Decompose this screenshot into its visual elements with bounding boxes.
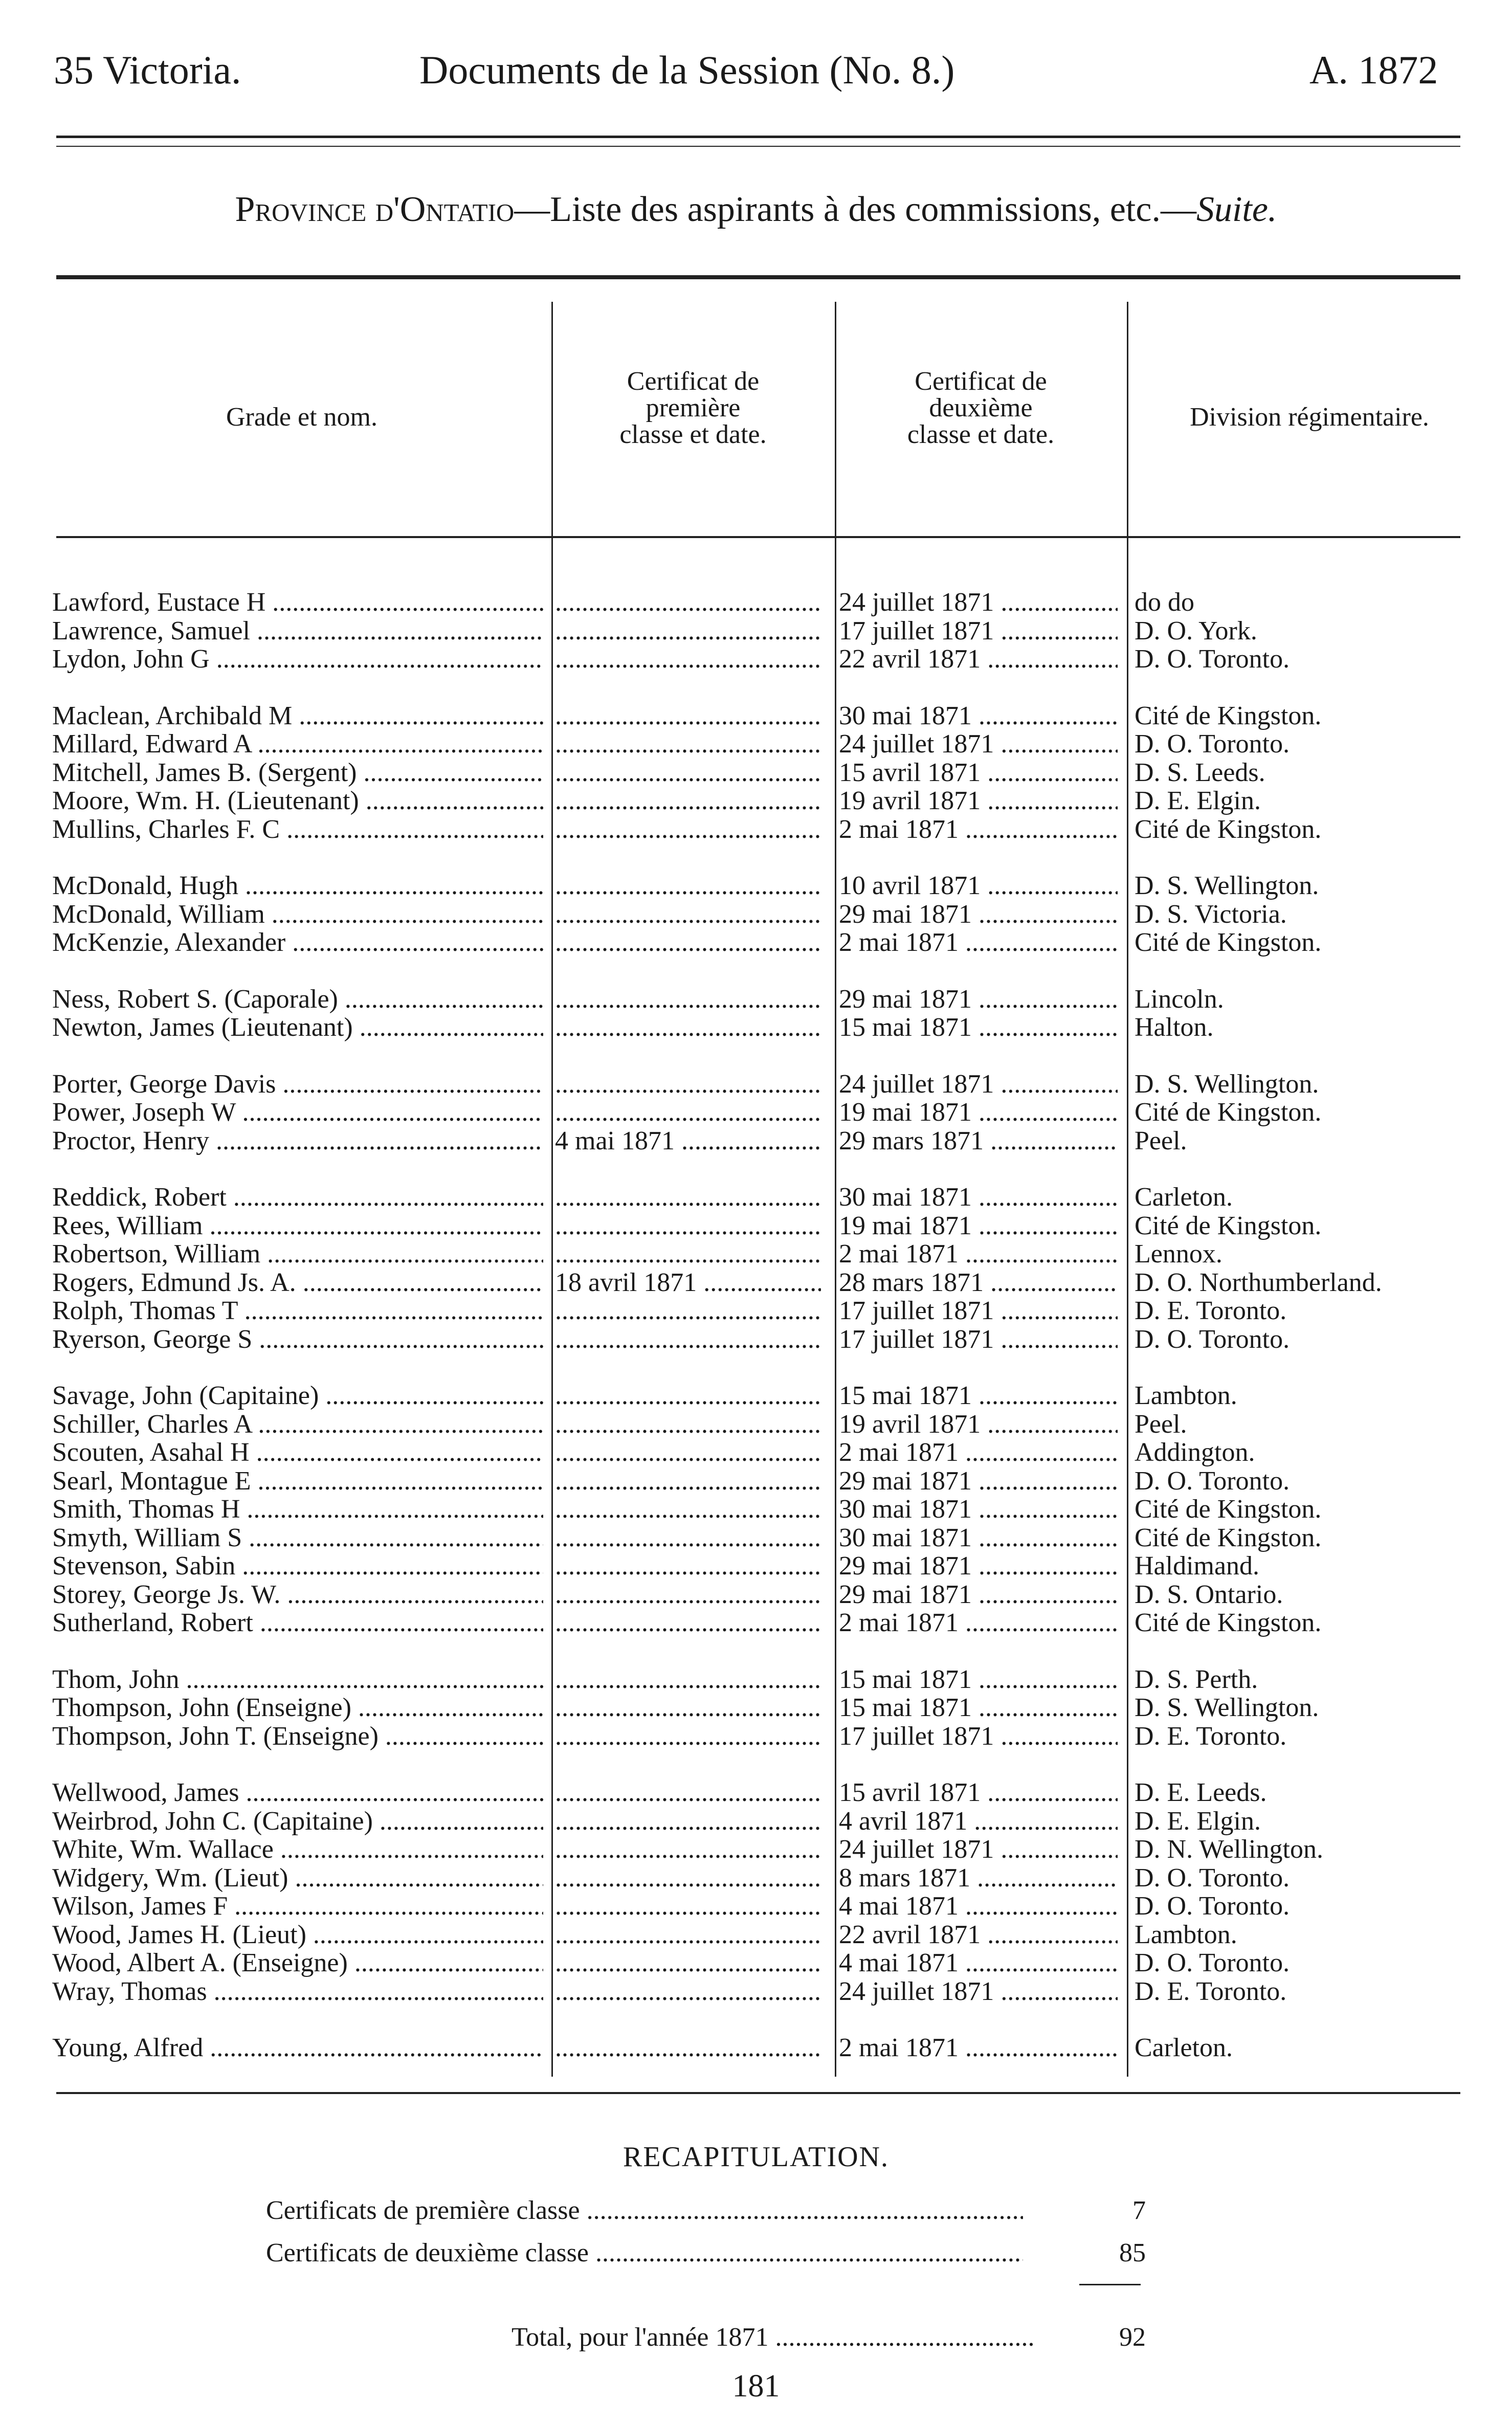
division-cell: Cité de Kingston. — [1135, 1211, 1322, 1240]
table-row — [0, 1835, 1512, 1863]
cert1-cell: 18 avril 1871 ..... — [555, 1269, 821, 1297]
division-cell: Cité de Kingston. — [1135, 1523, 1322, 1552]
division-cell: D. S. Victoria. — [1135, 899, 1287, 929]
table-row — [0, 1977, 1512, 2006]
table-row — [0, 1183, 1512, 1211]
division-cell: do do — [1135, 588, 1194, 617]
name-cell: Maclean, Archibald M ..... — [52, 702, 543, 730]
cert1-cell — [555, 928, 821, 956]
name-cell: Lawrence, Samuel ..... — [52, 617, 543, 645]
table-row — [0, 1495, 1512, 1523]
cert1-cell — [555, 1807, 821, 1835]
cert2-cell: 15 mai 1871 ..... — [839, 1013, 1118, 1041]
cert1-cell — [555, 1325, 821, 1353]
cert1-cell — [555, 985, 821, 1013]
name-cell: Ryerson, George S ..... — [52, 1325, 543, 1353]
cert1-cell — [555, 617, 821, 645]
cert2-cell: 15 mai 1871 ..... — [839, 1694, 1118, 1722]
table-row — [0, 1127, 1512, 1155]
division-cell: Cité de Kingston. — [1135, 701, 1322, 730]
cert1-cell — [555, 1921, 821, 1949]
cert1-cell — [555, 1665, 821, 1694]
header-volume: 35 Victoria. — [54, 48, 241, 92]
name-cell: Young, Alfred ..... — [52, 2034, 543, 2062]
cert1-cell — [555, 815, 821, 843]
table-row — [0, 815, 1512, 843]
cert1-cell — [555, 702, 821, 730]
cert2-cell: 15 avril 1871 ..... — [839, 759, 1118, 787]
cert2-cell: 4 mai 1871 ..... — [839, 1949, 1118, 1977]
table-row — [0, 1382, 1512, 1410]
cert1-cell — [555, 759, 821, 787]
header-document-title: Documents de la Session (No. 8.) — [419, 48, 955, 92]
column-header-cert1: Certificat de première classe et date. — [619, 367, 767, 449]
recap-total — [491, 2322, 1146, 2353]
division-cell: D. S. Wellington. — [1135, 1069, 1319, 1099]
table-row — [0, 759, 1512, 787]
cert2-cell: 4 mai 1871 ..... — [839, 1892, 1118, 1920]
cert1-cell — [555, 1722, 821, 1750]
cert2-cell: 29 mars 1871 ..... — [839, 1127, 1118, 1155]
recap-first-label: Certificats de première classe ..... — [266, 2195, 1023, 2226]
name-cell: Robertson, William ..... — [52, 1240, 543, 1268]
cert2-cell: 10 avril 1871 ..... — [839, 872, 1118, 900]
table-row — [0, 1297, 1512, 1325]
name-cell: Scouten, Asahal H ..... — [52, 1438, 543, 1466]
table-row — [0, 1778, 1512, 1807]
division-cell: D. O. Toronto. — [1135, 729, 1290, 759]
division-cell: D. O. Toronto. — [1135, 644, 1290, 674]
column-header-cert2: Certificat de deuxième classe et date. — [907, 367, 1055, 449]
cert1-cell — [555, 787, 821, 815]
table-row — [0, 1552, 1512, 1580]
cert2-cell: 29 mai 1871 ..... — [839, 1581, 1118, 1609]
division-cell: Cité de Kingston. — [1135, 814, 1322, 844]
cert2-cell: 22 avril 1871 ..... — [839, 1921, 1118, 1949]
division-cell: Cité de Kingston. — [1135, 1495, 1322, 1524]
cert1-cell — [555, 730, 821, 758]
name-cell: Proctor, Henry ..... — [52, 1127, 543, 1155]
division-cell: D. O. Toronto. — [1135, 1324, 1290, 1354]
division-cell: D. E. Leeds. — [1135, 1778, 1267, 1807]
name-cell: Thompson, John (Enseigne) ..... — [52, 1694, 543, 1722]
table-row — [0, 1581, 1512, 1609]
cert2-cell: 29 mai 1871 ..... — [839, 1467, 1118, 1495]
division-cell: Carleton. — [1135, 1183, 1233, 1212]
table-row — [0, 1524, 1512, 1552]
table-row — [0, 1921, 1512, 1949]
table-row — [0, 1212, 1512, 1240]
division-cell: D. N. Wellington. — [1135, 1835, 1323, 1864]
cert1-cell — [555, 1438, 821, 1466]
title-suite: Suite. — [1196, 190, 1277, 229]
cert1-cell — [555, 588, 821, 616]
cert2-cell: 24 juillet 1871 ..... — [839, 1835, 1118, 1863]
table-bottom-rule — [56, 2092, 1460, 2094]
division-cell: D. E. Toronto. — [1135, 1721, 1287, 1751]
table-row — [0, 1070, 1512, 1098]
cert2-cell: 15 avril 1871 ..... — [839, 1778, 1118, 1807]
name-cell: Wilson, James F ..... — [52, 1892, 543, 1920]
name-cell: Millard, Edward A ..... — [52, 730, 543, 758]
cert1-cell — [555, 1495, 821, 1523]
cert1-cell — [555, 1382, 821, 1410]
cert2-cell: 29 mai 1871 ..... — [839, 985, 1118, 1013]
cert1-cell — [555, 1977, 821, 2006]
cert1-cell — [555, 1467, 821, 1495]
cert2-cell: 30 mai 1871 ..... — [839, 1183, 1118, 1211]
recap-second-class — [246, 2238, 1146, 2268]
name-cell: Stevenson, Sabin ..... — [52, 1552, 543, 1580]
name-cell: Rogers, Edmund Js. A. ..... — [52, 1269, 543, 1297]
cert2-cell: 15 mai 1871 ..... — [839, 1382, 1118, 1410]
cert2-cell: 17 juillet 1871 ..... — [839, 1722, 1118, 1750]
recap-first-value: 7 — [1132, 2196, 1146, 2225]
division-cell: D. E. Toronto. — [1135, 1296, 1287, 1325]
division-cell: Carleton. — [1135, 2033, 1233, 2062]
cert1-cell — [555, 1835, 821, 1863]
cert2-cell: 24 juillet 1871 ..... — [839, 1977, 1118, 2006]
table-row — [0, 645, 1512, 673]
table-row — [0, 1269, 1512, 1297]
table-row — [0, 1410, 1512, 1438]
table-row — [0, 1438, 1512, 1466]
recap-sum-rule — [1079, 2284, 1141, 2285]
table-row — [0, 928, 1512, 956]
name-cell: Mullins, Charles F. C ..... — [52, 815, 543, 843]
header-year: A. 1872 — [1309, 48, 1438, 92]
cert1-cell — [555, 1070, 821, 1098]
table-row — [0, 1722, 1512, 1750]
name-cell: Wray, Thomas ..... — [52, 1977, 543, 2006]
cert2-cell: 19 avril 1871 ..... — [839, 787, 1118, 815]
name-cell: Schiller, Charles A ..... — [52, 1410, 543, 1438]
column-header-division: Division régimentaire. — [1190, 403, 1429, 432]
name-cell: Weirbrod, John C. (Capitaine) ..... — [52, 1807, 543, 1835]
cert2-cell: 19 mai 1871 ..... — [839, 1212, 1118, 1240]
recap-first-class — [246, 2195, 1146, 2226]
header-rule-thin — [56, 146, 1460, 147]
cert2-cell: 19 mai 1871 ..... — [839, 1098, 1118, 1126]
table-row — [0, 1240, 1512, 1268]
division-cell: Peel. — [1135, 1409, 1187, 1439]
cert1-cell — [555, 1524, 821, 1552]
cert1-cell — [555, 1297, 821, 1325]
name-cell: Rolph, Thomas T ..... — [52, 1297, 543, 1325]
cert2-cell: 30 mai 1871 ..... — [839, 1495, 1118, 1523]
name-cell: Wood, Albert A. (Enseigne) ..... — [52, 1949, 543, 1977]
recap-second-label: Certificats de deuxième classe ..... — [266, 2238, 1023, 2268]
division-cell: D. S. Perth. — [1135, 1664, 1258, 1694]
cert2-cell: 19 avril 1871 ..... — [839, 1410, 1118, 1438]
cert2-cell: 28 mars 1871 ..... — [839, 1269, 1118, 1297]
column-header-name: Grade et nom. — [226, 403, 377, 432]
name-cell: Widgery, Wm. (Lieut) ..... — [52, 1864, 543, 1892]
cert2-cell: 17 juillet 1871 ..... — [839, 1297, 1118, 1325]
table-row — [0, 588, 1512, 616]
division-cell: D. O. York. — [1135, 616, 1257, 646]
division-cell: Lambton. — [1135, 1920, 1237, 1949]
division-cell: Peel. — [1135, 1126, 1187, 1155]
name-cell: Moore, Wm. H. (Lieutenant) ..... — [52, 787, 543, 815]
table-row — [0, 2034, 1512, 2062]
table-row — [0, 985, 1512, 1013]
name-cell: Thom, John ..... — [52, 1665, 543, 1694]
name-cell: Rees, William ..... — [52, 1212, 543, 1240]
table-row — [0, 1892, 1512, 1920]
recap-second-value: 85 — [1119, 2238, 1146, 2267]
table-row — [0, 1949, 1512, 1977]
division-cell: Lambton. — [1135, 1381, 1237, 1410]
division-cell: Lincoln. — [1135, 984, 1224, 1014]
division-cell: Addington. — [1135, 1438, 1255, 1467]
page-number: 181 — [732, 2369, 780, 2404]
name-cell: Mitchell, James B. (Sergent) ..... — [52, 759, 543, 787]
division-cell: D. O. Toronto. — [1135, 1466, 1290, 1496]
cert2-cell: 30 mai 1871 ..... — [839, 702, 1118, 730]
table-row — [0, 1864, 1512, 1892]
name-cell: Lawford, Eustace H ..... — [52, 588, 543, 616]
division-cell: D. E. Elgin. — [1135, 1806, 1261, 1836]
cert2-cell: 2 mai 1871 ..... — [839, 1609, 1118, 1637]
cert1-cell: 4 mai 1871 ..... — [555, 1127, 821, 1155]
cert2-cell: 2 mai 1871 ..... — [839, 1240, 1118, 1268]
cert2-cell: 4 avril 1871 ..... — [839, 1807, 1118, 1835]
cert2-cell: 29 mai 1871 ..... — [839, 1552, 1118, 1580]
cert2-cell: 30 mai 1871 ..... — [839, 1524, 1118, 1552]
division-cell: Lennox. — [1135, 1239, 1222, 1269]
cert2-cell: 22 avril 1871 ..... — [839, 645, 1118, 673]
title-province: Province d'Ontatio — [235, 190, 515, 229]
name-cell: Smith, Thomas H ..... — [52, 1495, 543, 1523]
table-row — [0, 1467, 1512, 1495]
division-cell: Cité de Kingston. — [1135, 928, 1322, 957]
cert2-cell: 15 mai 1871 ..... — [839, 1665, 1118, 1694]
cert1-cell — [555, 1949, 821, 1977]
table-row — [0, 617, 1512, 645]
cert1-cell — [555, 1212, 821, 1240]
cert1-cell — [555, 1013, 821, 1041]
header-bottom-rule — [56, 536, 1460, 538]
division-cell: D. O. Toronto. — [1135, 1863, 1290, 1893]
name-cell: Ness, Robert S. (Caporale) ..... — [52, 985, 543, 1013]
table-row — [0, 1013, 1512, 1041]
name-cell: Smyth, William S ..... — [52, 1524, 543, 1552]
cert2-cell: 24 juillet 1871 ..... — [839, 1070, 1118, 1098]
name-cell: Reddick, Robert ..... — [52, 1183, 543, 1211]
cert1-cell — [555, 1778, 821, 1807]
division-cell: D. S. Wellington. — [1135, 1693, 1319, 1722]
page-title — [0, 189, 1512, 230]
name-cell: Wellwood, James ..... — [52, 1778, 543, 1807]
table-row — [0, 1609, 1512, 1637]
table-row — [0, 787, 1512, 815]
title-description: —Liste des aspirants à des commissions, etc.— — [514, 190, 1196, 229]
name-cell: Lydon, John G ..... — [52, 645, 543, 673]
recap-total-value: 92 — [1119, 2323, 1146, 2352]
cert2-cell: 8 mars 1871 ..... — [839, 1864, 1118, 1892]
cert2-cell: 2 mai 1871 ..... — [839, 815, 1118, 843]
cert1-cell — [555, 900, 821, 928]
division-cell: D. S. Ontario. — [1135, 1579, 1283, 1609]
division-cell: D. E. Elgin. — [1135, 786, 1261, 815]
recap-title: RECAPITULATION. — [623, 2141, 889, 2173]
name-cell: White, Wm. Wallace ..... — [52, 1835, 543, 1863]
table-top-rule — [56, 275, 1460, 279]
division-cell: D. O. Toronto. — [1135, 1948, 1290, 1977]
cert1-cell — [555, 1552, 821, 1580]
table-row — [0, 872, 1512, 900]
name-cell: Porter, George Davis ..... — [52, 1070, 543, 1098]
name-cell: Thompson, John T. (Enseigne) ..... — [52, 1722, 543, 1750]
cert2-cell: 24 juillet 1871 ..... — [839, 730, 1118, 758]
division-cell: Haldimand. — [1135, 1551, 1260, 1581]
cert2-cell: 29 mai 1871 ..... — [839, 900, 1118, 928]
division-cell: Cité de Kingston. — [1135, 1608, 1322, 1637]
cert2-cell: 2 mai 1871 ..... — [839, 2034, 1118, 2062]
table-row — [0, 702, 1512, 730]
table-row — [0, 900, 1512, 928]
cert1-cell — [555, 1694, 821, 1722]
division-cell: Halton. — [1135, 1013, 1214, 1042]
name-cell: Sutherland, Robert ..... — [52, 1609, 543, 1637]
name-cell: McDonald, William ..... — [52, 900, 543, 928]
name-cell: Power, Joseph W ..... — [52, 1098, 543, 1126]
cert1-cell — [555, 1864, 821, 1892]
recap-total-label: Total, pour l'année 1871 ..... — [512, 2322, 1033, 2352]
cert1-cell — [555, 1609, 821, 1637]
cert2-cell: 17 juillet 1871 ..... — [839, 617, 1118, 645]
cert1-cell — [555, 1410, 821, 1438]
cert1-cell — [555, 1240, 821, 1268]
cert2-cell: 24 juillet 1871 ..... — [839, 588, 1118, 616]
division-cell: D. E. Toronto. — [1135, 1976, 1287, 2006]
table-row — [0, 1694, 1512, 1722]
cert1-cell — [555, 1183, 821, 1211]
division-cell: D. O. Northumberland. — [1135, 1267, 1382, 1297]
name-cell: McKenzie, Alexander ..... — [52, 928, 543, 956]
name-cell: Storey, George Js. W. ..... — [52, 1581, 543, 1609]
cert1-cell — [555, 645, 821, 673]
division-cell: D. S. Leeds. — [1135, 758, 1265, 787]
cert1-cell — [555, 1098, 821, 1126]
division-cell: Cité de Kingston. — [1135, 1098, 1322, 1127]
name-cell: Savage, John (Capitaine) ..... — [52, 1382, 543, 1410]
division-cell: D. S. Wellington. — [1135, 871, 1319, 900]
name-cell: McDonald, Hugh ..... — [52, 872, 543, 900]
table-row — [0, 1098, 1512, 1126]
header-rule-thick — [56, 136, 1460, 138]
cert1-cell — [555, 1892, 821, 1920]
cert2-cell: 2 mai 1871 ..... — [839, 1438, 1118, 1466]
division-cell: D. O. Toronto. — [1135, 1892, 1290, 1921]
cert1-cell — [555, 872, 821, 900]
cert2-cell: 17 juillet 1871 ..... — [839, 1325, 1118, 1353]
table-row — [0, 1665, 1512, 1694]
cert1-cell — [555, 1581, 821, 1609]
cert2-cell: 2 mai 1871 ..... — [839, 928, 1118, 956]
cert1-cell — [555, 2034, 821, 2062]
name-cell: Wood, James H. (Lieut) ..... — [52, 1921, 543, 1949]
table-row — [0, 730, 1512, 758]
name-cell: Searl, Montague E ..... — [52, 1467, 543, 1495]
name-cell: Newton, James (Lieutenant) ..... — [52, 1013, 543, 1041]
table-row — [0, 1325, 1512, 1353]
table-row — [0, 1807, 1512, 1835]
